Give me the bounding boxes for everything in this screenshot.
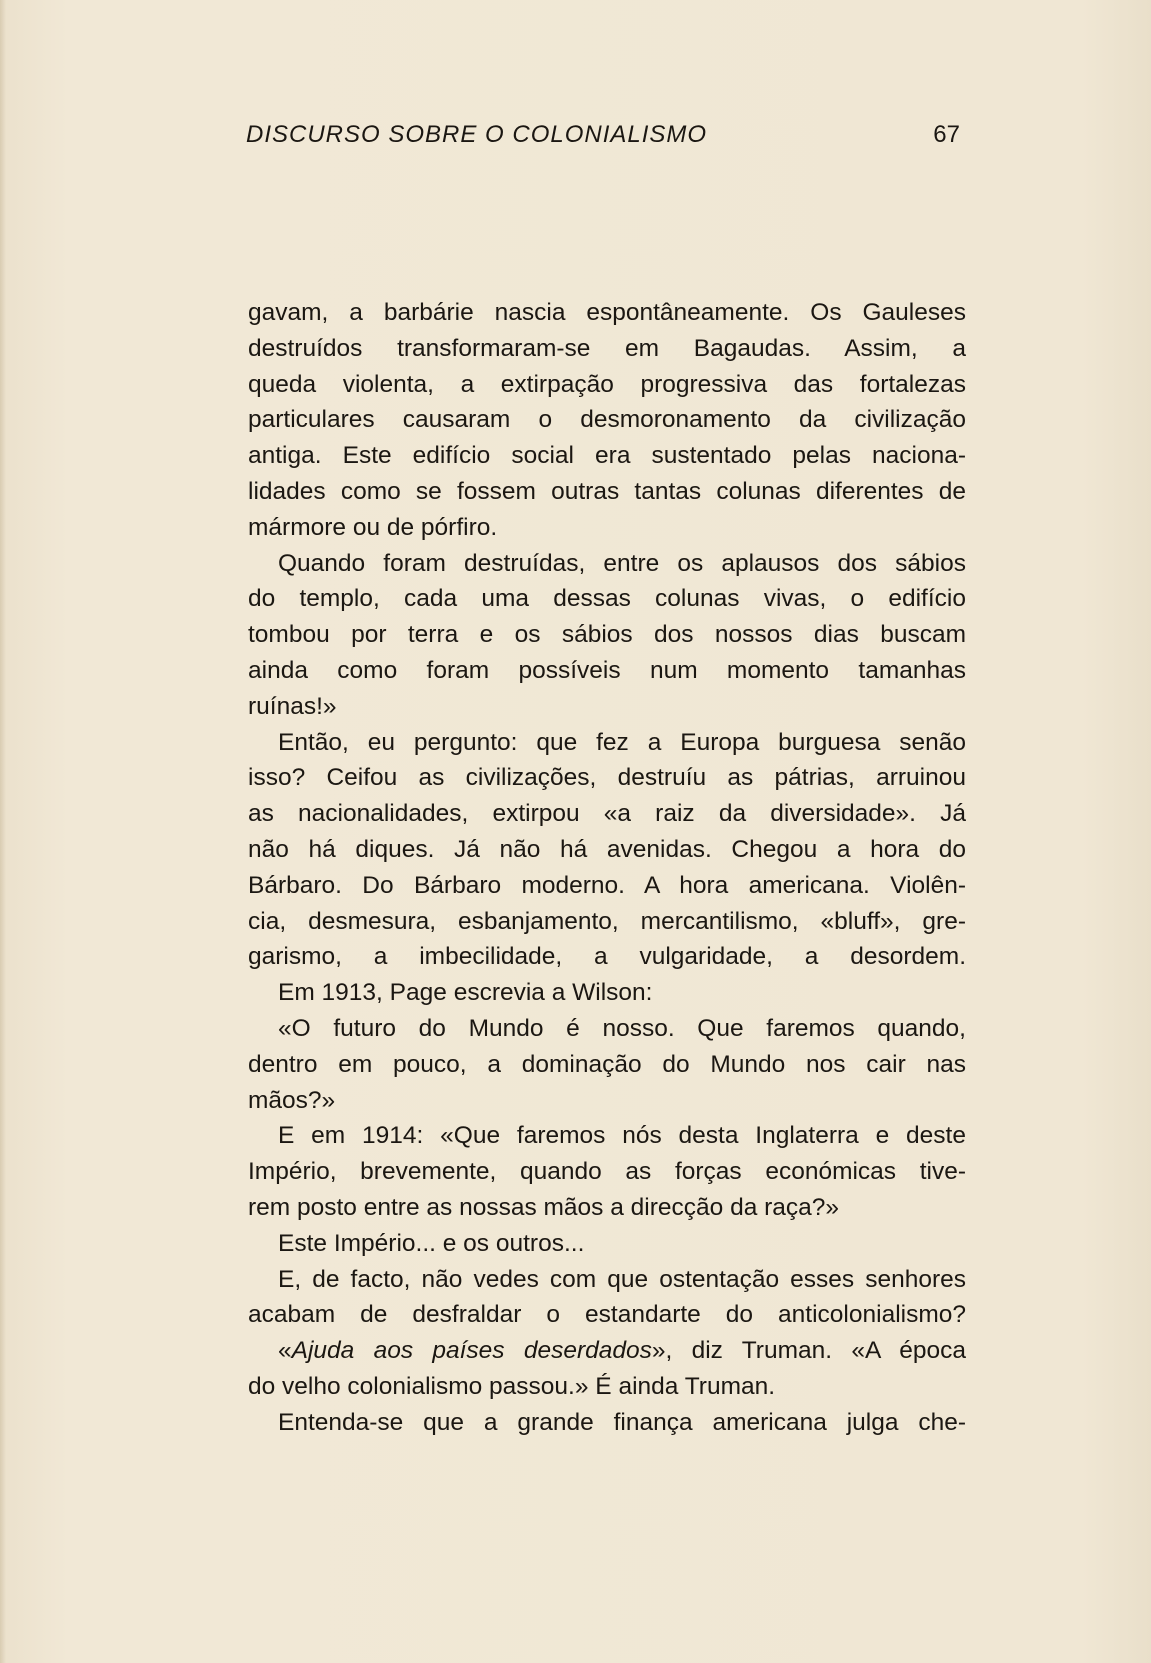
text-line: do velho colonialismo passou.» É ainda Truman. — [248, 1372, 776, 1400]
text-line: dentro em pouco, a dominação do Mundo nos cair nas — [248, 1050, 966, 1078]
text-line: Bárbaro. Do Bárbaro moderno. A hora americana. Violên- — [248, 871, 966, 899]
text-line: acabam de desfraldar o estandarte do anticolonialismo? — [248, 1301, 966, 1329]
text-line: E, de facto, não vedes com que ostentação esses senhores — [278, 1265, 966, 1293]
page-edge-shadow — [0, 0, 6, 1663]
text-line: Império, brevemente, quando as forças económicas tive- — [248, 1158, 966, 1186]
text-line: particulares causaram o desmoronamento da civilização — [248, 406, 966, 434]
body-text — [248, 295, 966, 1441]
text-line: Este Império... e os outros... — [278, 1229, 585, 1257]
italic-quote: Ajuda aos países deserdados — [291, 1337, 652, 1365]
running-title: DISCURSO SOBRE O COLONIALISMO — [246, 121, 708, 148]
text-line: Então, eu pergunto: que fez a Europa burguesa senão — [278, 728, 966, 756]
text-line: isso? Ceifou as civilizações, destruíu as pátrias, arruinou — [248, 764, 966, 792]
text-line: «O futuro do Mundo é nosso. Que faremos quando, — [278, 1014, 966, 1042]
text-line: garismo, a imbecilidade, a vulgaridade, a desordem. — [248, 943, 966, 971]
text-line: rem posto entre as nossas mãos a direcção da raça?» — [248, 1193, 840, 1221]
text-line: cia, desmesura, esbanjamento, mercantilismo, «bluff», gre- — [248, 907, 966, 935]
text-line: Em 1913, Page escrevia a Wilson: — [278, 979, 653, 1007]
text-line: gavam, a barbárie nascia espontâneamente. Os Gauleses — [248, 299, 966, 326]
text-line: do templo, cada uma dessas colunas vivas, o edifício — [248, 585, 966, 613]
text-line: E em 1914: «Que faremos nós desta Inglaterra e deste — [278, 1122, 966, 1150]
text-line: «Ajuda aos países deserdados», diz Truman. «A época — [278, 1337, 966, 1365]
page-number: 67 — [933, 121, 960, 148]
text-line: as nacionalidades, extirpou «a raiz da diversidade». Já — [248, 800, 966, 828]
text-line: antiga. Este edifício social era sustentado pelas naciona- — [248, 442, 966, 470]
text-line: destruídos transformaram-se em Bagaudas. Assim, a — [248, 334, 966, 362]
text-line: mármore ou de pórfiro. — [248, 513, 498, 541]
text-line: não há diques. Já não há avenidas. Chegou a hora do — [248, 835, 966, 863]
text-line: mãos?» — [248, 1086, 336, 1114]
text-line: tombou por terra e os sábios dos nossos dias buscam — [248, 621, 966, 649]
running-head — [246, 118, 960, 152]
text-line: queda violenta, a extirpação progressiva das fortalezas — [248, 370, 966, 398]
text-line: ruínas!» — [248, 692, 337, 720]
text-line: lidades como se fossem outras tantas colunas diferentes de — [248, 477, 966, 505]
text-line: Quando foram destruídas, entre os aplausos dos sábios — [278, 549, 966, 577]
text-line: Entenda-se que a grande finança americana julga che- — [278, 1408, 966, 1436]
text-line: ainda como foram possíveis num momento tamanhas — [248, 656, 966, 684]
